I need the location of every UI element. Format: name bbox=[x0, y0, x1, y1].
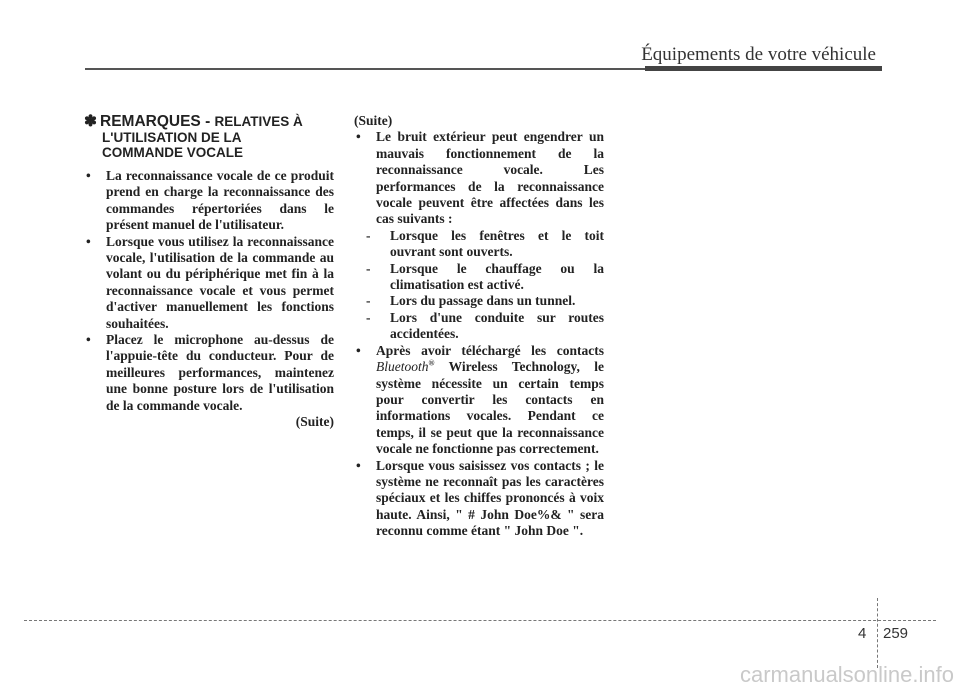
left-column bbox=[84, 113, 334, 431]
asterisk-icon: ✽ bbox=[84, 113, 97, 130]
bullet-text: Wireless Technology, le système nécessite un certain temps pour convertir les contacts en informations vocales. Pendant ce temps, il se peut que la reconnaissance vocale ne fonctionne pas correctement. bbox=[376, 359, 604, 457]
list-item: • Lorsque vous utilisez la reconnaissance vocale, l'utilisation de la commande au volant ou du périphérique met fin à la reconnaissance vocale et vous permet d'activer manuellement les fonctions souhaitées. bbox=[84, 234, 334, 332]
continued-label: (Suite) bbox=[295, 414, 334, 430]
footer-dashed-rule bbox=[24, 620, 936, 621]
sub-list-item: - Lorsque le chauffage ou la climatisation est activé. bbox=[366, 261, 604, 294]
sub-list-item: - Lors d'une conduite sur routes accidentées. bbox=[366, 310, 604, 343]
watermark: carmanualsonline.info bbox=[739, 662, 954, 687]
remark-title-main: REMARQUES - bbox=[100, 113, 215, 130]
sub-list-item: - Lorsque les fenêtres et le toit ouvrant sont ouverts. bbox=[366, 228, 604, 261]
continued-label: (Suite) bbox=[354, 113, 393, 128]
remark-heading bbox=[84, 113, 334, 160]
list-item: • La reconnaissance vocale de ce produit prend en charge la reconnaissance des commandes répertoriées dans le présent manuel de l'utilisateur. bbox=[84, 168, 334, 234]
right-column bbox=[354, 113, 604, 540]
page-number: 259 bbox=[883, 625, 909, 642]
remark-title-sub: RELATIVES À bbox=[214, 114, 303, 129]
remark-title-line2: L'UTILISATION DE LA bbox=[102, 130, 242, 145]
chapter-number: 4 bbox=[858, 625, 867, 642]
header-rule-accent bbox=[645, 66, 882, 71]
page-header-title: Équipements de votre véhicule bbox=[641, 44, 876, 65]
footer-vertical-divider bbox=[877, 598, 878, 668]
list-item bbox=[354, 343, 604, 458]
bluetooth-brand: Bluetooth bbox=[376, 359, 429, 375]
registered-mark: ® bbox=[428, 358, 435, 368]
list-item: • Placez le microphone au-dessus de l'appuie-tête du conducteur. Pour de meilleures performances, maintenez une bonne posture lors de l'utilisation de la commande vocale. bbox=[84, 332, 334, 414]
remark-title-line3: COMMANDE VOCALE bbox=[102, 145, 243, 160]
list-item: • Lorsque vous saisissez vos contacts ; le système ne reconnaît pas les caractères spéciaux et les chiffes prononcés à voix haute. Ainsi, " # John Doe%& " sera reconnu comme étant " John Doe ". bbox=[354, 458, 604, 540]
bullet-text: Après avoir téléchargé les contacts bbox=[376, 342, 604, 358]
sub-list-item: - Lors du passage dans un tunnel. bbox=[366, 293, 604, 309]
list-item: • Le bruit extérieur peut engendrer un mauvais fonctionnement de la reconnaissance vocale. Les performances de la reconnaissance vocale peuvent être affectées dans les cas suivants : bbox=[354, 129, 604, 227]
